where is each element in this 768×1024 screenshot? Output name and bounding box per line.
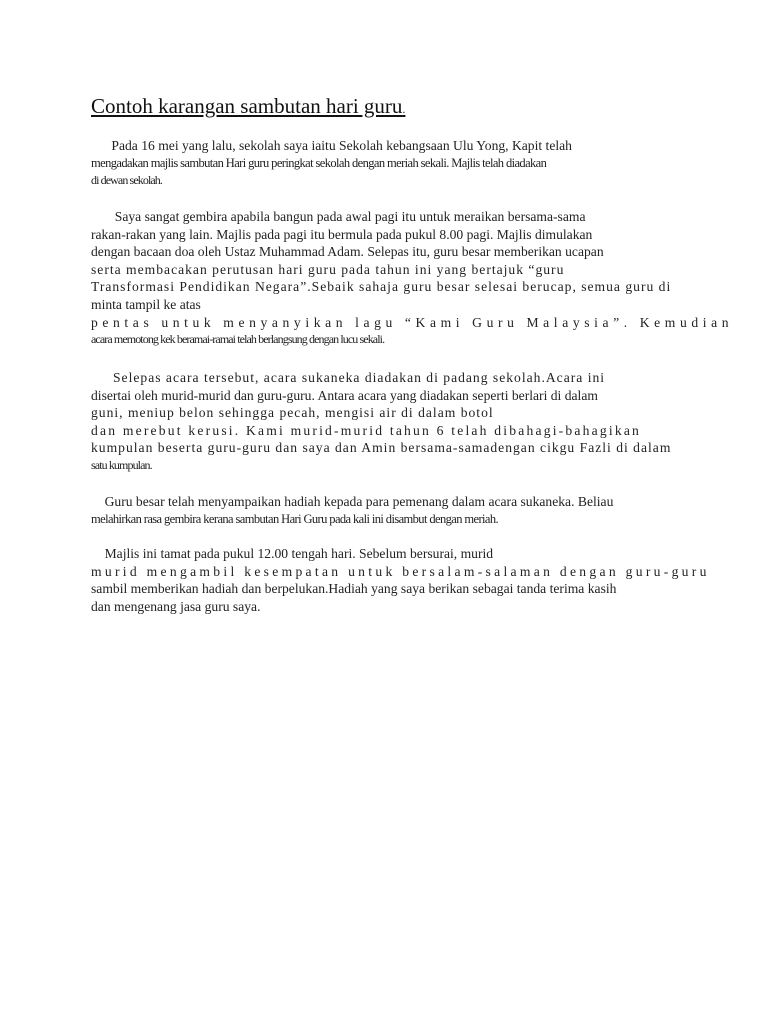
paragraph-line: murid mengambil kesempatan untuk bersalam-salaman dengan guru-guru [91, 563, 710, 579]
document-title [91, 94, 405, 119]
paragraph-3 [91, 369, 681, 475]
paragraph-line: serta membacakan perutusan hari guru pada tahun ini yang bertajuk “guru [91, 261, 565, 277]
paragraph-4 [91, 493, 681, 528]
paragraph-line: Majlis ini tamat pada pukul 12.00 tengah hari. Sebelum bersurai, murid [91, 546, 494, 561]
paragraph-5 [91, 545, 710, 615]
paragraph-line: dan merebut kerusi. Kami murid-murid tahun 6 telah dibahagi-bahagikan [91, 422, 642, 438]
paragraph-line: Guru besar telah menyampaikan hadiah kepada para pemenang dalam acara sukaneka. Beliau [91, 494, 614, 509]
paragraph-line: guni, meniup belon sehingga pecah, mengisi air di dalam botol [91, 405, 494, 421]
paragraph-line: melahirkan rasa gembira kerana sambutan Hari Guru pada kali ini disambut dengan meriah. [91, 511, 499, 526]
paragraph-line: Selepas acara tersebut, acara sukaneka diadakan di padang sekolah.Acara ini [91, 370, 606, 385]
paragraph-line: pentas untuk menyanyikan lagu “Kami Guru Malaysia”. Kemudian [91, 314, 734, 330]
paragraph-line: mengadakan majlis sambutan Hari guru peringkat sekolah dengan meriah sekali. Majlis telah diadakan [91, 155, 547, 170]
paragraph-1 [91, 137, 681, 190]
paragraph-line: Transformasi Pendidikan Negara”.Sebaik sahaja guru besar selesai berucap, semua guru di [91, 279, 672, 295]
paragraph-line: dengan bacaan doa oleh Ustaz Muhammad Adam. Selepas itu, guru besar memberikan ucapan [91, 244, 604, 260]
paragraph-line: sambil memberikan hadiah dan berpelukan.Hadiah yang saya berikan sebagai tanda terima kasih [91, 581, 617, 597]
paragraph-line: dan mengenang jasa guru saya. [91, 598, 261, 614]
paragraph-line: minta tampil ke atas [91, 296, 201, 312]
paragraph-line: satu kumpulan. [91, 457, 152, 472]
paragraph-line: Pada 16 mei yang lalu, sekolah saya iaitu Sekolah kebangsaan Ulu Yong, Kapit telah [91, 138, 572, 153]
paragraph-2 [91, 208, 734, 349]
paragraph-line: disertai oleh murid-murid dan guru-guru. Antara acara yang diadakan seperti berlari di dalam [91, 387, 598, 403]
paragraph-line: rakan-rakan yang lain. Majlis pada pagi itu bermula pada pukul 8.00 pagi. Majlis dimulakan [91, 226, 593, 242]
document-title-period: . [402, 102, 406, 116]
paragraph-line: kumpulan beserta guru-guru dan saya dan Amin bersama-samadengan cikgu Fazli di dalam [91, 440, 672, 456]
document-title-text: Contoh karangan sambutan hari guru [91, 94, 403, 118]
paragraph-line: Saya sangat gembira apabila bangun pada awal pagi itu untuk meraikan bersama-sama [91, 209, 586, 224]
paragraph-line: di dewan sekolah. [91, 173, 163, 188]
paragraph-line: acara memotong kek beramai-ramai telah berlangsung dengan lucu sekali. [91, 332, 385, 347]
